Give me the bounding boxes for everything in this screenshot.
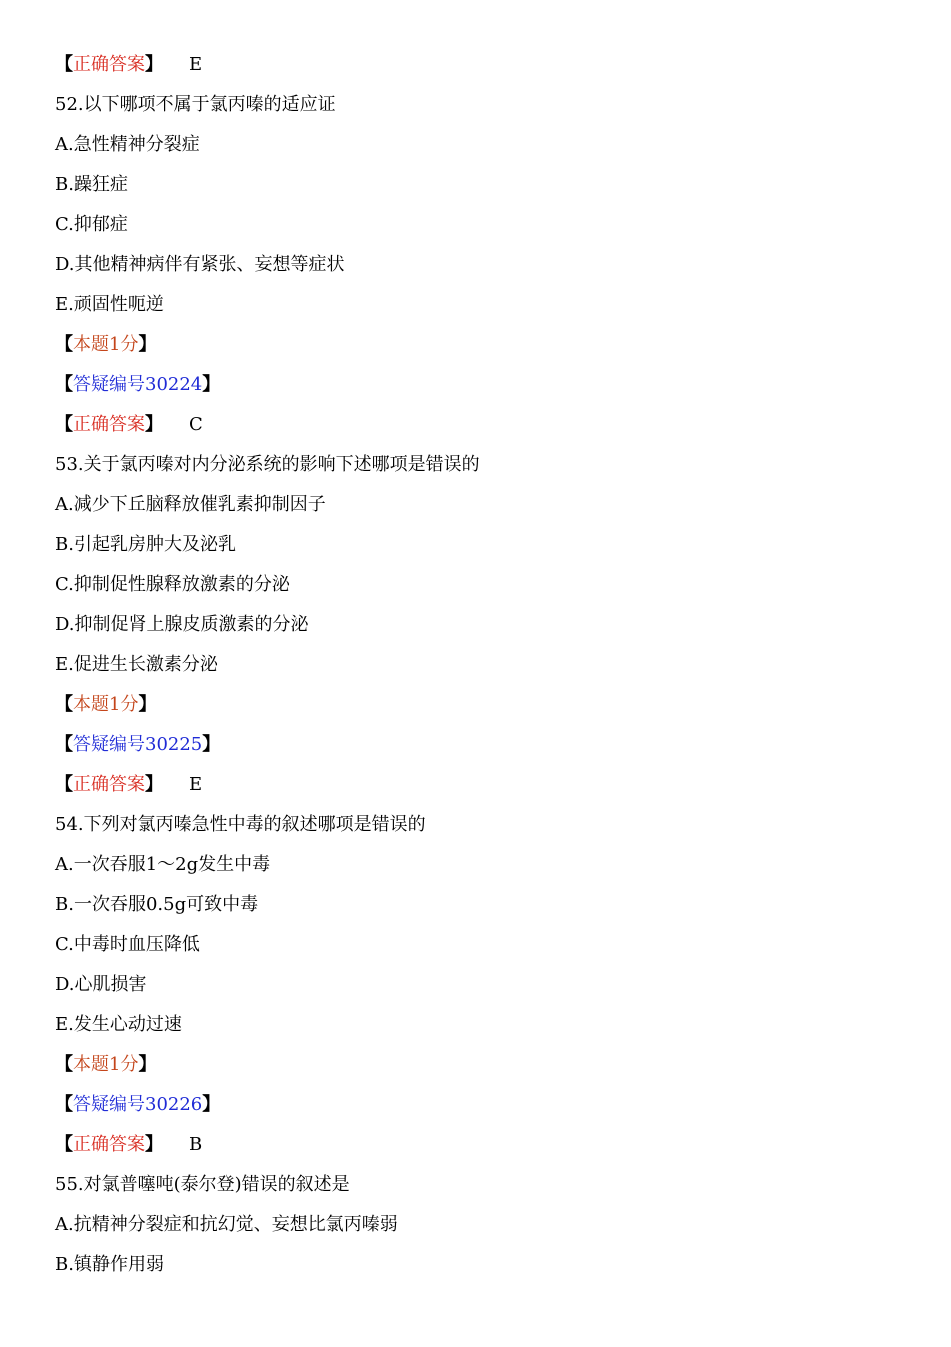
answer-letter: E [189, 774, 203, 795]
correct-answer-line [0, 45, 951, 85]
option-line [0, 845, 951, 885]
right-bracket: 】 [145, 54, 163, 75]
option-line [0, 1245, 951, 1285]
question-text: 53.关于氯丙嗪对内分泌系统的影响下述哪项是错误的 [55, 454, 480, 475]
right-bracket: 】 [202, 1094, 221, 1115]
correct-answer-tag-text: 正确答案 [73, 1134, 145, 1155]
correct-answer-tag [55, 405, 163, 445]
right-bracket: 】 [202, 734, 221, 755]
correct-answer-tag [55, 765, 163, 805]
option-line [0, 645, 951, 685]
score-tag-text: 本题1分 [73, 694, 139, 715]
qa-id-line [0, 725, 951, 765]
option-text: A.减少下丘脑释放催乳素抑制因子 [55, 494, 326, 515]
correct-answer-tag-text: 正确答案 [73, 54, 145, 75]
option-line [0, 565, 951, 605]
right-bracket: 】 [145, 414, 163, 435]
qa-id-tag-text: 答疑编号30224 [73, 374, 203, 395]
option-text: A.急性精神分裂症 [55, 134, 200, 155]
option-line [0, 285, 951, 325]
option-line [0, 965, 951, 1005]
option-text: D.心肌损害 [55, 974, 147, 995]
left-bracket: 【 [55, 1054, 73, 1075]
option-text: E.发生心动过速 [55, 1014, 182, 1035]
correct-answer-tag [55, 1125, 163, 1165]
score-tag-text: 本题1分 [73, 1054, 139, 1075]
option-text: B.镇静作用弱 [55, 1254, 164, 1275]
score-tag [55, 1045, 156, 1085]
option-line [0, 485, 951, 525]
question-text: 52.以下哪项不属于氯丙嗪的适应证 [55, 94, 336, 115]
score-line [0, 325, 951, 365]
option-text: E.促进生长激素分泌 [55, 654, 218, 675]
right-bracket: 】 [145, 1134, 163, 1155]
left-bracket: 【 [55, 734, 73, 755]
score-tag [55, 325, 156, 365]
score-tag [55, 685, 156, 725]
left-bracket: 【 [55, 774, 73, 795]
option-text: C.抑制促性腺释放激素的分泌 [55, 574, 290, 595]
option-text: C.中毒时血压降低 [55, 934, 200, 955]
right-bracket: 】 [138, 1054, 157, 1075]
option-text: A.抗精神分裂症和抗幻觉、妄想比氯丙嗪弱 [55, 1214, 398, 1235]
right-bracket: 】 [202, 374, 221, 395]
question-line [0, 805, 951, 845]
left-bracket: 【 [55, 54, 73, 75]
option-text: B.引起乳房肿大及泌乳 [55, 534, 236, 555]
left-bracket: 【 [55, 1134, 73, 1155]
qa-id-tag [55, 1085, 220, 1125]
option-line [0, 125, 951, 165]
correct-answer-tag-text: 正确答案 [73, 414, 145, 435]
option-text: E.顽固性呃逆 [55, 294, 164, 315]
correct-answer-line [0, 405, 951, 445]
right-bracket: 】 [138, 694, 157, 715]
score-line [0, 685, 951, 725]
answer-letter: B [189, 1134, 203, 1155]
score-tag-text: 本题1分 [73, 334, 139, 355]
option-text: B.躁狂症 [55, 174, 128, 195]
option-line [0, 165, 951, 205]
correct-answer-tag [55, 45, 163, 85]
qa-id-line [0, 1085, 951, 1125]
correct-answer-line [0, 1125, 951, 1165]
option-line [0, 205, 951, 245]
question-text: 54.下列对氯丙嗪急性中毒的叙述哪项是错误的 [55, 814, 426, 835]
left-bracket: 【 [55, 374, 73, 395]
answer-letter: E [189, 54, 203, 75]
right-bracket: 】 [145, 774, 163, 795]
left-bracket: 【 [55, 1094, 73, 1115]
option-text: D.其他精神病伴有紧张、妄想等症状 [55, 254, 345, 275]
qa-id-tag [55, 365, 220, 405]
option-text: D.抑制促肾上腺皮质激素的分泌 [55, 614, 309, 635]
option-line [0, 525, 951, 565]
correct-answer-line [0, 765, 951, 805]
option-text: C.抑郁症 [55, 214, 128, 235]
answer-letter: C [189, 414, 203, 435]
left-bracket: 【 [55, 414, 73, 435]
correct-answer-tag-text: 正确答案 [73, 774, 145, 795]
option-line [0, 1005, 951, 1045]
left-bracket: 【 [55, 334, 73, 355]
option-line [0, 885, 951, 925]
question-line [0, 85, 951, 125]
document-page [0, 45, 951, 1285]
qa-id-tag [55, 725, 220, 765]
option-text: B.一次吞服0.5g可致中毒 [55, 894, 259, 915]
option-line [0, 245, 951, 285]
score-line [0, 1045, 951, 1085]
option-text: A.一次吞服1～2g发生中毒 [55, 854, 271, 875]
right-bracket: 】 [138, 334, 157, 355]
option-line [0, 925, 951, 965]
question-text: 55.对氯普噻吨(泰尔登)错误的叙述是 [55, 1174, 350, 1195]
left-bracket: 【 [55, 694, 73, 715]
qa-id-tag-text: 答疑编号30226 [73, 1094, 203, 1115]
option-line [0, 605, 951, 645]
qa-id-line [0, 365, 951, 405]
question-line [0, 1165, 951, 1205]
question-line [0, 445, 951, 485]
option-line [0, 1205, 951, 1245]
qa-id-tag-text: 答疑编号30225 [73, 734, 203, 755]
